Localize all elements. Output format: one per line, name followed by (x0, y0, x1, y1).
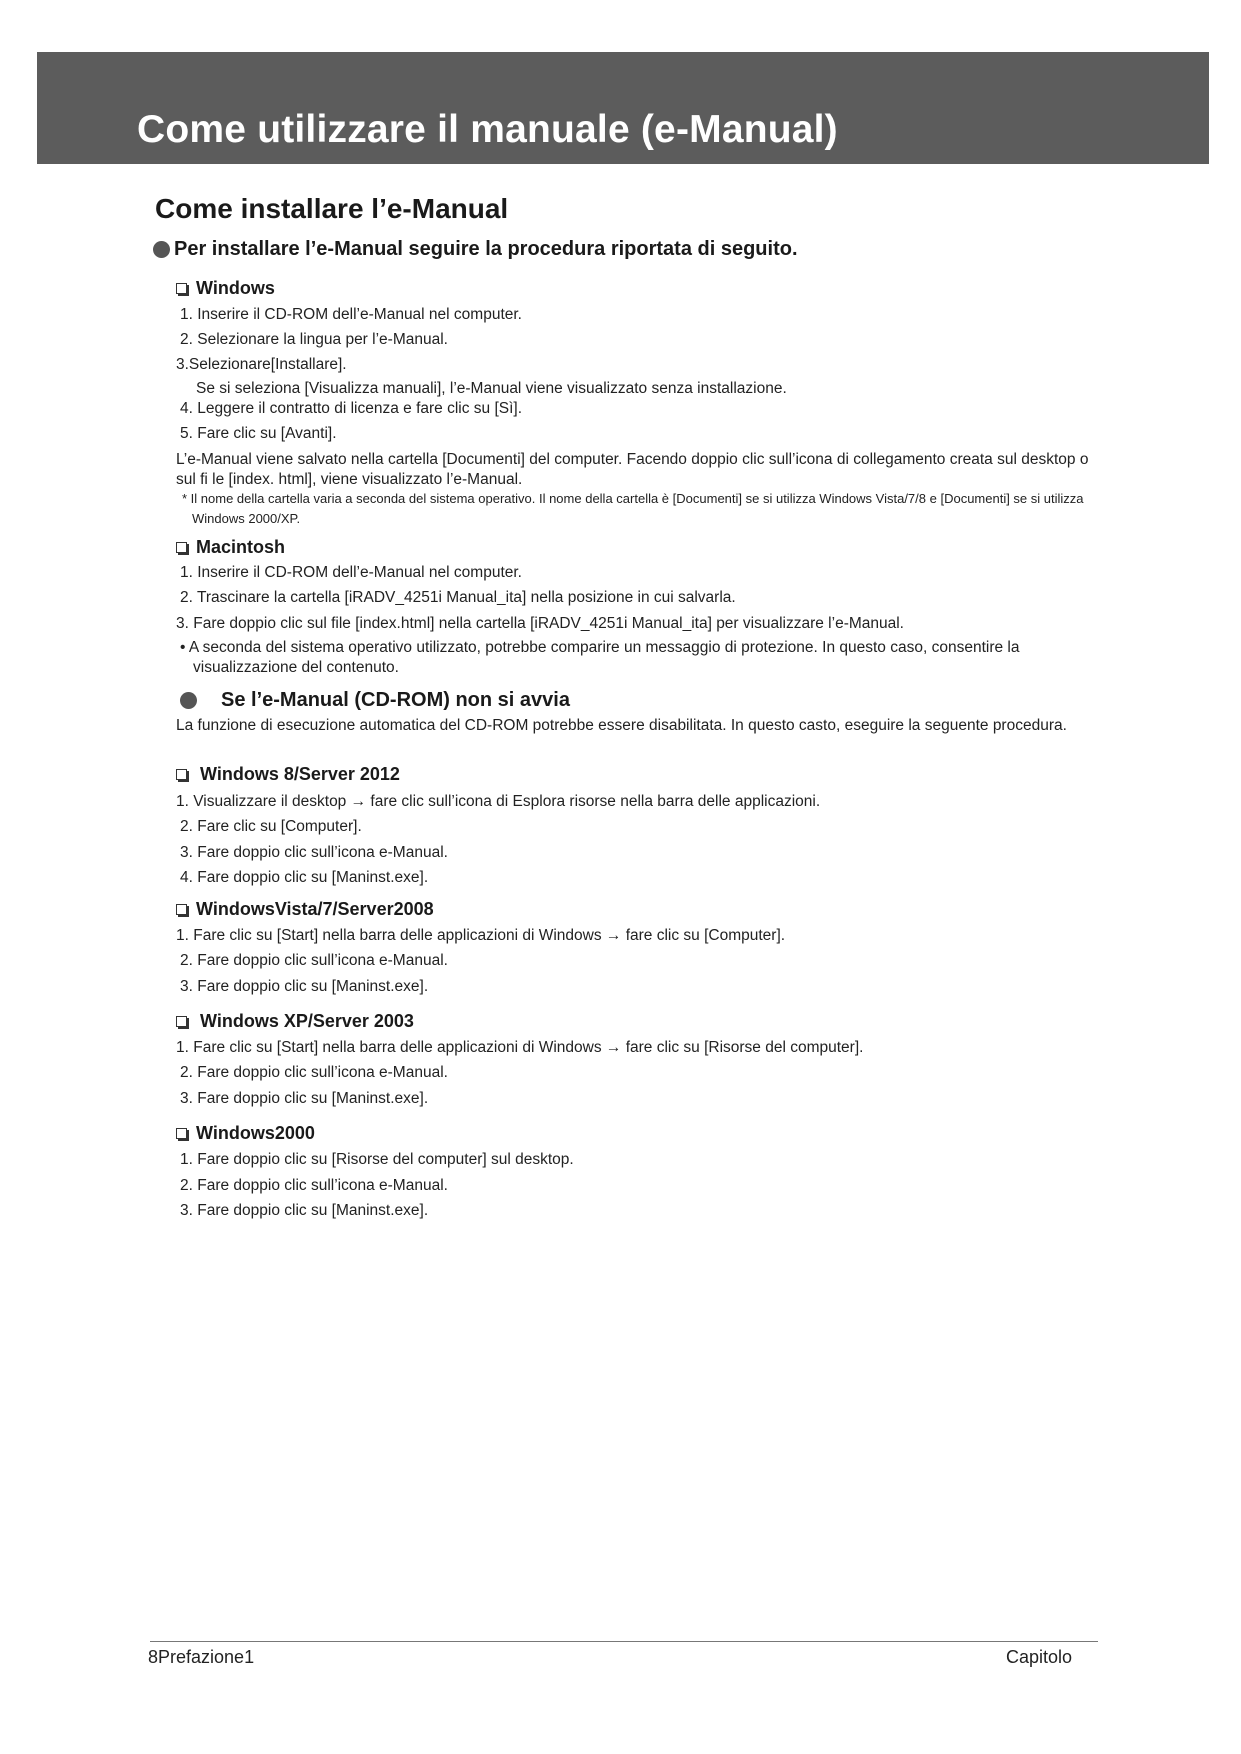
windows-heading (176, 278, 275, 299)
footer-rule (150, 1641, 1098, 1642)
windows-step-note: Se si seleziona [Visualizza manuali], l’e-Manual viene visualizzato senza installazione. (196, 380, 787, 397)
windows-paragraph: L’e-Manual viene salvato nella cartella [Documenti] del computer. Facendo doppio clic sull’icona di collegamento creata sul desktop o sul fi le [index. html], viene visualizzato l’e-Manual. (176, 451, 1089, 488)
vista-heading-label: WindowsVista/7/Server2008 (196, 899, 434, 919)
section-title: Come installare l’e-Manual (155, 193, 509, 224)
macintosh-heading-label: Macintosh (196, 537, 286, 557)
windows-step: 2. Selezionare la lingua per l’e-Manual. (180, 331, 448, 348)
xp-step: 2. Fare doppio clic sull’icona e-Manual. (180, 1064, 448, 1081)
win8-step: 2. Fare clic su [Computer]. (180, 818, 362, 835)
vista-step: 2. Fare doppio clic sull’icona e-Manual. (180, 952, 448, 969)
vista-step: 3. Fare doppio clic su [Maninst.exe]. (180, 978, 429, 995)
windows-step: 1. Inserire il CD-ROM dell’e-Manual nel computer. (180, 306, 522, 323)
bullet-circle-icon (153, 241, 170, 258)
checkbox-bullet-icon (176, 542, 187, 553)
macintosh-heading (176, 537, 285, 558)
xp-heading (176, 1011, 414, 1032)
win8-step: 1. Visualizzare il desktop → fare clic sull’icona di Esplora risorse nella barra delle applicazioni. (176, 793, 821, 810)
autorun-heading (180, 689, 570, 712)
checkbox-bullet-icon (176, 1128, 187, 1139)
footer-chapter-label: Capitolo (1006, 1647, 1073, 1667)
win2000-heading-label: Windows2000 (196, 1123, 315, 1143)
win8-heading-label: Windows 8/Server 2012 (200, 764, 400, 784)
intro-heading (153, 238, 798, 261)
windows-heading-label: Windows (196, 278, 275, 298)
checkbox-bullet-icon (176, 769, 187, 780)
checkbox-bullet-icon (176, 283, 187, 294)
checkbox-bullet-icon (176, 904, 187, 915)
macintosh-step: 2. Trascinare la cartella [iRADV_4251i Manual_ita] nella posizione in cui salvarla. (180, 589, 736, 606)
windows-step: 5. Fare clic su [Avanti]. (180, 425, 337, 442)
win2000-step: 2. Fare doppio clic sull’icona e-Manual. (180, 1177, 448, 1194)
win8-heading (176, 764, 400, 785)
win2000-step: 3. Fare doppio clic su [Maninst.exe]. (180, 1202, 429, 1219)
autorun-paragraph: La funzione di esecuzione automatica del CD-ROM potrebbe essere disabilitata. In questo casto, eseguire la seguente procedura. (176, 717, 1067, 734)
vista-heading (176, 899, 434, 920)
xp-heading-label: Windows XP/Server 2003 (200, 1011, 414, 1031)
checkbox-bullet-icon (176, 1016, 187, 1027)
vista-step: 1. Fare clic su [Start] nella barra delle applicazioni di Windows → fare clic su [Computer]. (176, 927, 786, 944)
win8-step: 3. Fare doppio clic sull’icona e-Manual. (180, 844, 448, 861)
windows-footnote: * Il nome della cartella varia a seconda del sistema operativo. Il nome della cartella è [Documenti] se si utilizza Windows Vista/7/8 e [Documenti] se si utilizza Windows 2000/XP. (182, 491, 1084, 526)
intro-text: Per installare l’e-Manual seguire la procedura riportata di seguito. (174, 238, 798, 260)
win2000-step: 1. Fare doppio clic su [Risorse del computer] sul desktop. (180, 1151, 574, 1168)
xp-step: 1. Fare clic su [Start] nella barra delle applicazioni di Windows → fare clic su [Risorse del computer]. (176, 1039, 864, 1056)
page-title: Come utilizzare il manuale (e-Manual) (137, 108, 838, 151)
windows-step: 4. Leggere il contratto di licenza e fare clic su [Sì]. (180, 400, 523, 417)
macintosh-step: 3. Fare doppio clic sul file [index.html] nella cartella [iRADV_4251i Manual_ita] per visualizzare l’e-Manual. (176, 615, 904, 632)
xp-step: 3. Fare doppio clic su [Maninst.exe]. (180, 1090, 429, 1107)
win2000-heading (176, 1123, 315, 1144)
footer-page-label: 8Prefazione1 (148, 1647, 255, 1667)
windows-step: 3.Selezionare[Installare]. (176, 356, 347, 373)
win8-step: 4. Fare doppio clic su [Maninst.exe]. (180, 869, 429, 886)
macintosh-step: 1. Inserire il CD-ROM dell’e-Manual nel computer. (180, 564, 522, 581)
autorun-heading-label: Se l’e-Manual (CD-ROM) non si avvia (221, 689, 570, 711)
bullet-circle-icon (180, 692, 197, 709)
macintosh-bullet: • A seconda del sistema operativo utilizzato, potrebbe comparire un messaggio di protezione. In questo caso, consentire la visualizzazione del contenuto. (180, 639, 1020, 676)
